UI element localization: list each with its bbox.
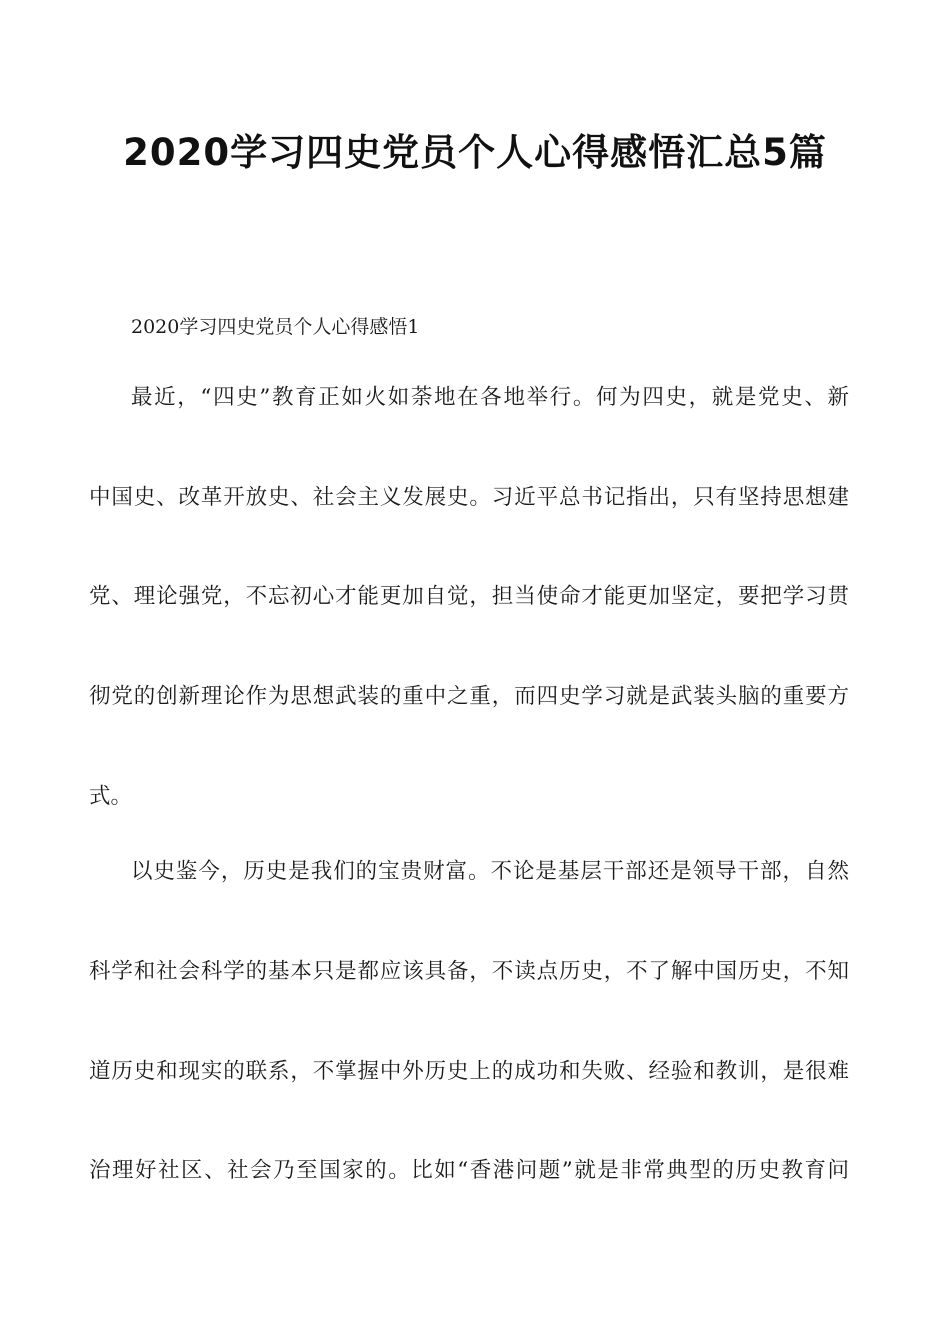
paragraph-1-line-5: 式。 xyxy=(89,784,133,809)
paragraph-2-line-1: 以史鉴今，历史是我们的宝贵财富。不论是基层干部还是领导干部，自然 xyxy=(131,859,849,884)
paragraph-1-line-3: 党、理论强党，不忘初心才能更加自觉，担当使命才能更加坚定，要把学习贯 xyxy=(89,584,849,609)
section-heading: 2020学习四史党员个人心得感悟1 xyxy=(131,316,420,338)
paragraph-2-line-4: 治理好社区、社会乃至国家的。比如“香港问题”就是非常典型的历史教育问 xyxy=(89,1158,849,1183)
paragraph-1-line-2: 中国史、改革开放史、社会主义发展史。习近平总书记指出，只有坚持思想建 xyxy=(89,485,849,510)
paragraph-2-line-2: 科学和社会科学的基本只是都应该具备，不读点历史，不了解中国历史，不知 xyxy=(89,959,849,984)
paragraph-2-line-3: 道历史和现实的联系，不掌握中外历史上的成功和失败、经验和教训，是很难 xyxy=(89,1059,849,1084)
paragraph-1-line-4: 彻党的创新理论作为思想武装的重中之重，而四史学习就是武装头脑的重要方 xyxy=(89,684,849,709)
paragraph-1-line-1: 最近，“四史”教育正如火如荼地在各地举行。何为四史，就是党史、新 xyxy=(131,385,849,410)
document-title: 2020学习四史党员个人心得感悟汇总5篇 xyxy=(123,131,827,174)
